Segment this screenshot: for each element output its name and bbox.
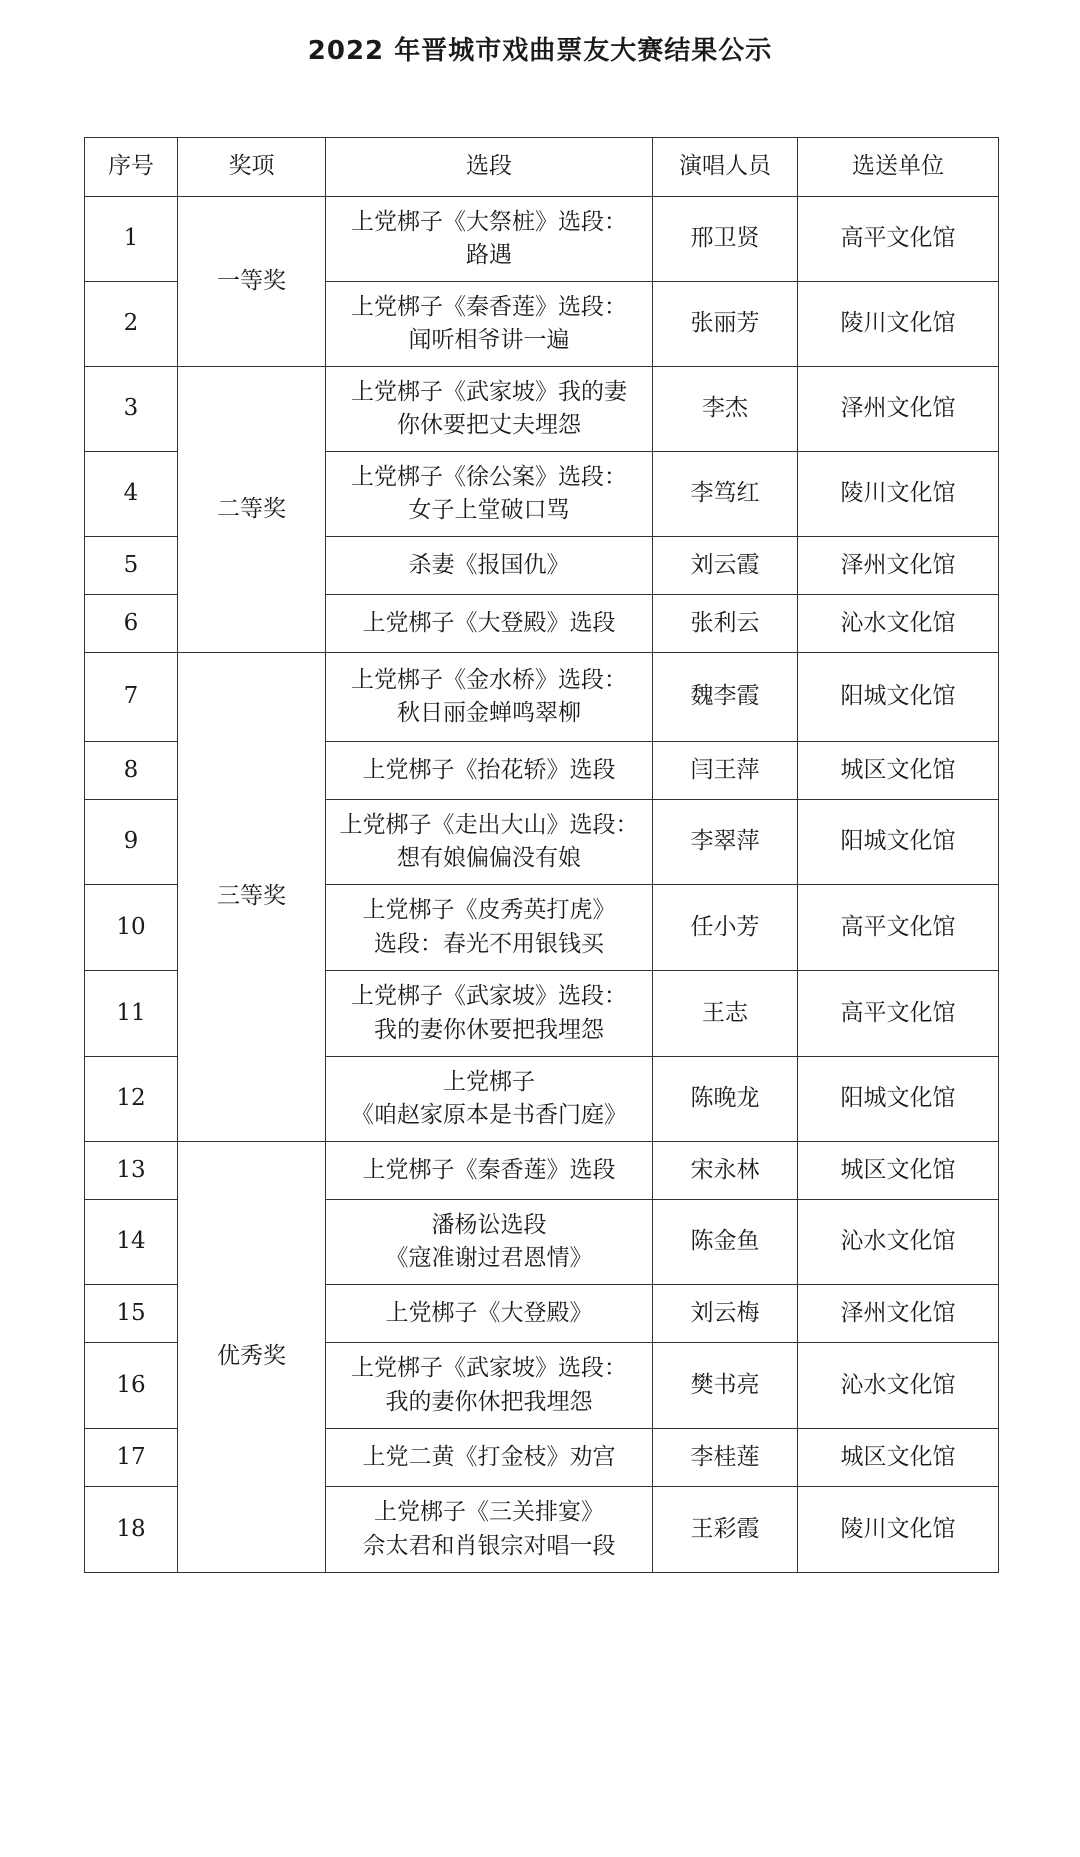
header-no: 序号 xyxy=(85,138,178,197)
row-no: 7 xyxy=(85,653,178,742)
segment-cell xyxy=(326,1343,653,1429)
performer-cell: 王志 xyxy=(653,971,798,1057)
segment-cell xyxy=(326,653,653,742)
header-unit: 选送单位 xyxy=(798,138,999,197)
segment-cell xyxy=(326,1429,653,1487)
segment-line: 杀妻《报国仇》 xyxy=(408,551,570,578)
segment-cell xyxy=(326,595,653,653)
performer-cell: 邢卫贤 xyxy=(653,197,798,282)
row-no: 17 xyxy=(85,1429,178,1487)
table-row xyxy=(85,653,999,742)
unit-cell: 陵川文化馆 xyxy=(798,282,999,367)
performer-cell: 李杰 xyxy=(653,367,798,452)
row-no: 3 xyxy=(85,367,178,452)
segment-cell xyxy=(326,971,653,1057)
segment-line: 我的妻你休要把我埋怨 xyxy=(374,1016,604,1043)
segment-line: 我的妻你休把我埋怨 xyxy=(385,1388,593,1415)
unit-cell: 高平文化馆 xyxy=(798,197,999,282)
segment-cell xyxy=(326,800,653,885)
unit-cell: 泽州文化馆 xyxy=(798,1285,999,1343)
unit-cell: 沁水文化馆 xyxy=(798,1343,999,1429)
segment-line: 上党梆子《秦香莲》选段： xyxy=(351,293,627,320)
table-body xyxy=(85,197,999,1573)
segment-line: 闻听相爷讲一遍 xyxy=(408,327,570,353)
segment-line: 想有娘偏偏没有娘 xyxy=(397,845,581,871)
segment-cell xyxy=(326,1057,653,1142)
table-row xyxy=(85,367,999,452)
segment-cell xyxy=(326,1200,653,1285)
segment-line: 上党二黄《打金枝》劝宫 xyxy=(362,1443,616,1470)
row-no: 13 xyxy=(85,1142,178,1200)
row-no: 9 xyxy=(85,800,178,885)
segment-line: 女子上堂破口骂 xyxy=(408,497,570,523)
segment-cell xyxy=(326,1285,653,1343)
segment-line: 上党梆子《金水桥》选段： xyxy=(351,666,627,693)
unit-cell: 陵川文化馆 xyxy=(798,1487,999,1573)
header-award: 奖项 xyxy=(178,138,326,197)
unit-cell: 泽州文化馆 xyxy=(798,367,999,452)
row-no: 1 xyxy=(85,197,178,282)
unit-cell: 高平文化馆 xyxy=(798,971,999,1057)
segment-line: 《寇准谢过君恩情》 xyxy=(385,1245,593,1271)
segment-line: 上党梆子《大祭桩》选段： xyxy=(351,208,627,235)
award-cell: 三等奖 xyxy=(178,653,326,1142)
segment-line: 路遇 xyxy=(466,242,512,268)
segment-cell xyxy=(326,452,653,537)
performer-cell: 刘云梅 xyxy=(653,1285,798,1343)
segment-line: 上党梆子《武家坡》选段： xyxy=(351,1355,627,1382)
segment-line: 上党梆子《武家坡》选段： xyxy=(351,983,627,1010)
segment-cell xyxy=(326,1142,653,1200)
unit-cell: 城区文化馆 xyxy=(798,1142,999,1200)
segment-line: 上党梆子《皮秀英打虎》 xyxy=(362,897,616,924)
performer-cell: 刘云霞 xyxy=(653,537,798,595)
performer-cell: 魏李霞 xyxy=(653,653,798,742)
segment-line: 上党梆子《秦香莲》选段 xyxy=(362,1156,616,1183)
performer-cell: 李桂莲 xyxy=(653,1429,798,1487)
unit-cell: 阳城文化馆 xyxy=(798,800,999,885)
award-cell: 二等奖 xyxy=(178,367,326,653)
row-no: 11 xyxy=(85,971,178,1057)
unit-cell: 阳城文化馆 xyxy=(798,1057,999,1142)
table-row xyxy=(85,1142,999,1200)
unit-cell: 沁水文化馆 xyxy=(798,1200,999,1285)
performer-cell: 张利云 xyxy=(653,595,798,653)
unit-cell: 城区文化馆 xyxy=(798,1429,999,1487)
performer-cell: 任小芳 xyxy=(653,885,798,971)
row-no: 6 xyxy=(85,595,178,653)
segment-line: 上党梆子《大登殿》 xyxy=(385,1299,593,1326)
row-no: 14 xyxy=(85,1200,178,1285)
segment-cell xyxy=(326,885,653,971)
performer-cell: 陈金鱼 xyxy=(653,1200,798,1285)
performer-cell: 张丽芳 xyxy=(653,282,798,367)
segment-line: 你休要把丈夫埋怨 xyxy=(397,412,581,438)
segment-line: 上党梆子《大登殿》选段 xyxy=(362,609,616,636)
table-row xyxy=(85,197,999,282)
row-no: 4 xyxy=(85,452,178,537)
results-table xyxy=(84,137,999,1573)
segment-line: 潘杨讼选段 xyxy=(431,1211,547,1238)
row-no: 16 xyxy=(85,1343,178,1429)
segment-line: 上党梆子《走出大山》选段： xyxy=(339,811,639,838)
unit-cell: 高平文化馆 xyxy=(798,885,999,971)
performer-cell: 李笃红 xyxy=(653,452,798,537)
unit-cell: 城区文化馆 xyxy=(798,742,999,800)
performer-cell: 王彩霞 xyxy=(653,1487,798,1573)
row-no: 5 xyxy=(85,537,178,595)
unit-cell: 泽州文化馆 xyxy=(798,537,999,595)
segment-cell xyxy=(326,197,653,282)
performer-cell: 宋永林 xyxy=(653,1142,798,1200)
segment-cell xyxy=(326,1487,653,1573)
row-no: 15 xyxy=(85,1285,178,1343)
unit-cell: 阳城文化馆 xyxy=(798,653,999,742)
segment-line: 上党梆子《武家坡》我的妻 xyxy=(351,378,627,405)
page-title: 2022 年晋城市戏曲票友大赛结果公示 xyxy=(307,36,773,66)
segment-line: 上党梆子 xyxy=(443,1068,535,1095)
award-cell: 优秀奖 xyxy=(178,1142,326,1573)
segment-line: 佘太君和肖银宗对唱一段 xyxy=(362,1532,616,1559)
performer-cell: 闫王萍 xyxy=(653,742,798,800)
segment-line: 秋日丽金蝉鸣翠柳 xyxy=(397,700,581,726)
segment-cell xyxy=(326,367,653,452)
segment-line: 上党梆子《徐公案》选段： xyxy=(351,463,627,490)
segment-cell xyxy=(326,282,653,367)
performer-cell: 陈晚龙 xyxy=(653,1057,798,1142)
header-performer: 演唱人员 xyxy=(653,138,798,197)
segment-line: 选段：春光不用银钱买 xyxy=(374,930,604,957)
segment-line: 上党梆子《三关排宴》 xyxy=(374,1499,604,1526)
unit-cell: 沁水文化馆 xyxy=(798,595,999,653)
row-no: 10 xyxy=(85,885,178,971)
header-segment: 选段 xyxy=(326,138,653,197)
unit-cell: 陵川文化馆 xyxy=(798,452,999,537)
segment-line: 《咱赵家原本是书香门庭》 xyxy=(351,1102,627,1128)
row-no: 18 xyxy=(85,1487,178,1573)
segment-cell xyxy=(326,537,653,595)
award-cell: 一等奖 xyxy=(178,197,326,367)
performer-cell: 樊书亮 xyxy=(653,1343,798,1429)
segment-line: 上党梆子《抬花轿》选段 xyxy=(362,756,616,783)
row-no: 8 xyxy=(85,742,178,800)
segment-cell xyxy=(326,742,653,800)
row-no: 12 xyxy=(85,1057,178,1142)
table-header xyxy=(85,138,999,197)
performer-cell: 李翠萍 xyxy=(653,800,798,885)
row-no: 2 xyxy=(85,282,178,367)
